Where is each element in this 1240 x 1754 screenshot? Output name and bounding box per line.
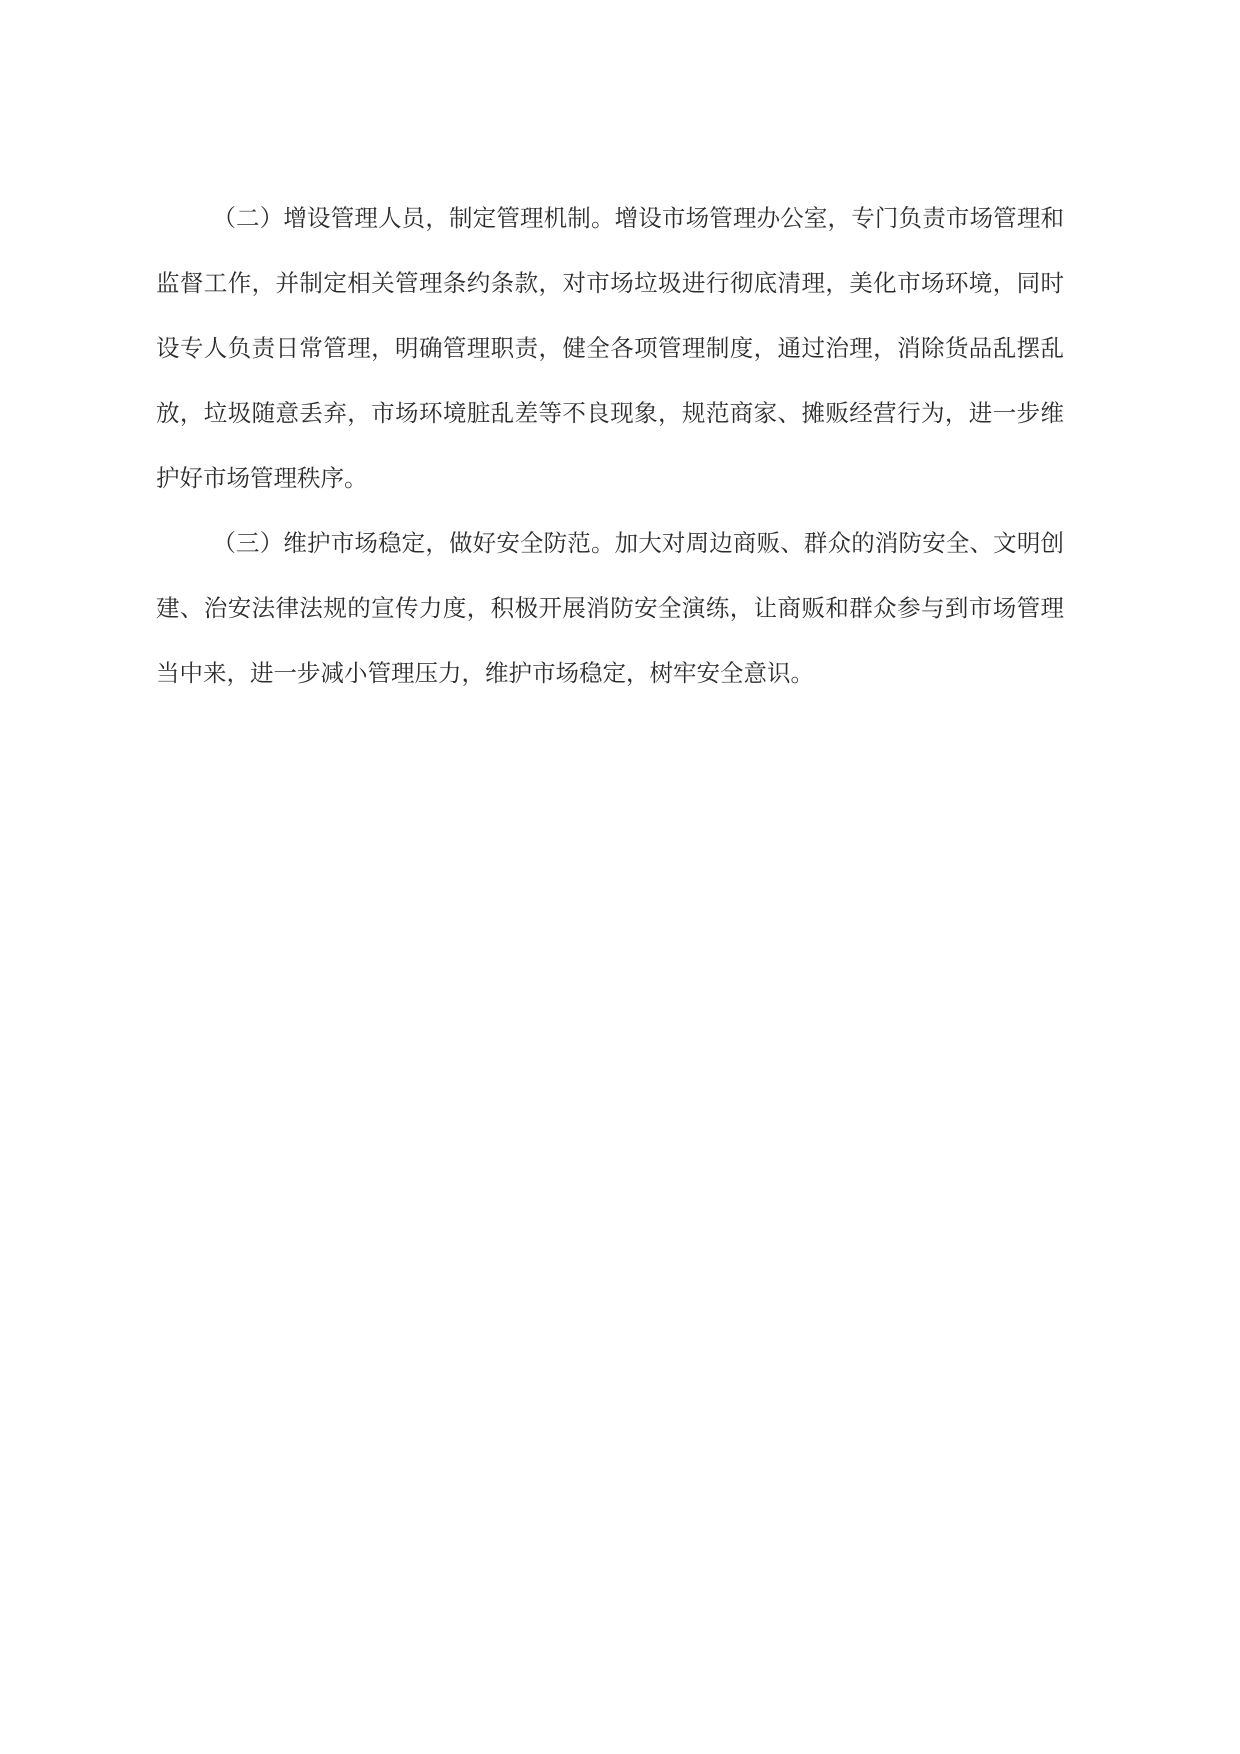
paragraph-section-2: （二）增设管理人员，制定管理机制。增设市场管理办公室，专门负责市场管理和监督工作，并制定相关管理条约条款，对市场垃圾进行彻底清理，美化市场环境，同时设专人负责日常管理，明确管理职责，健全各项管理制度，通过治理，消除货品乱摆乱放，垃圾随意丢弃，市场环境脏乱差等不良现象，规范商家、摊贩经营行为，进一步维护好市场管理秩序。	[156, 204, 1064, 492]
document-body	[156, 186, 1064, 706]
paragraph-section-3: （三）维护市场稳定，做好安全防范。加大对周边商贩、群众的消防安全、文明创建、治安法律法规的宣传力度，积极开展消防安全演练，让商贩和群众参与到市场管理当中来，进一步减小管理压力，维护市场稳定，树牢安全意识。	[156, 529, 1064, 687]
